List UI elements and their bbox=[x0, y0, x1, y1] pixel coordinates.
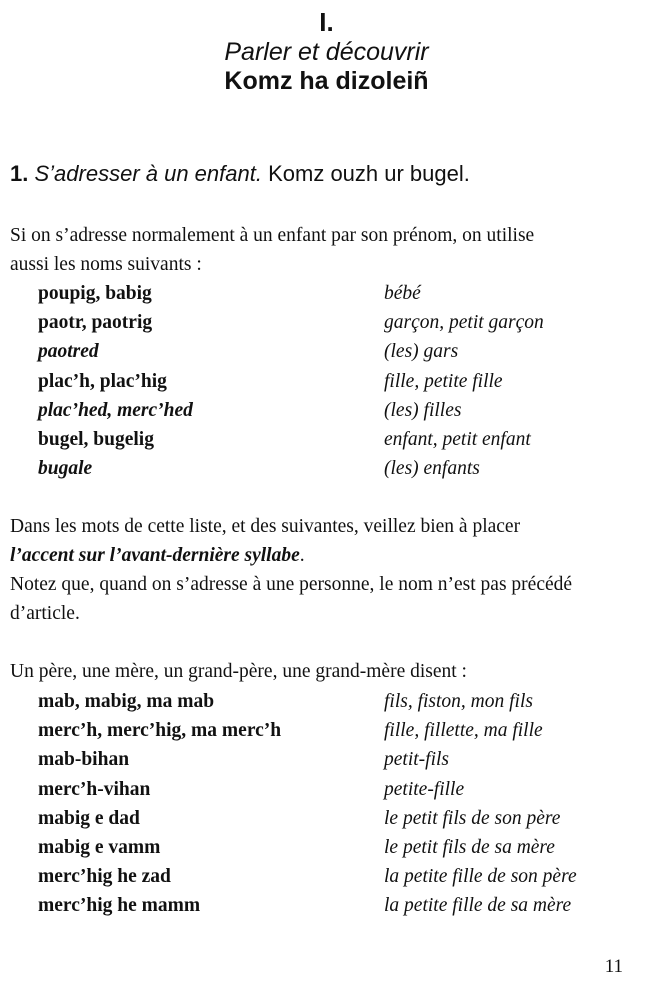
breton-term: mabig e vamm bbox=[38, 836, 161, 858]
note-line: Notez que, quand on s’adresse à une personne, le nom n’est pas précédé bbox=[10, 574, 573, 595]
intro-line: Si on s’adresse normalement à un enfant par son prénom, on utilise bbox=[10, 225, 535, 246]
vocab-row bbox=[38, 745, 638, 774]
vocab-row bbox=[38, 367, 638, 396]
child-names-list bbox=[38, 279, 638, 483]
breton-term: bugale bbox=[38, 458, 93, 480]
vocab-row bbox=[38, 891, 638, 920]
breton-term: merc’h-vihan bbox=[38, 778, 151, 800]
section-number: 1. bbox=[10, 161, 29, 186]
french-translation: (les) filles bbox=[384, 399, 462, 421]
note-line: Dans les mots de cette liste, et des suivantes, veillez bien à placer bbox=[10, 516, 521, 537]
accent-emphasis: l’accent sur l’avant-dernière syllabe bbox=[10, 545, 300, 566]
breton-term: plac’hed, merc’hed bbox=[38, 399, 193, 421]
french-translation: fils, fiston, mon fils bbox=[384, 691, 533, 712]
section-title-french: S’adresser à un enfant. bbox=[34, 161, 262, 186]
vocab-row bbox=[38, 454, 638, 483]
vocab-row bbox=[38, 308, 638, 337]
breton-term: bugel, bugelig bbox=[38, 428, 154, 450]
breton-term: mabig e dad bbox=[38, 807, 140, 829]
french-translation: (les) gars bbox=[384, 341, 459, 363]
note-line bbox=[10, 541, 625, 570]
vocab-row bbox=[38, 862, 638, 891]
page-number: 11 bbox=[604, 956, 623, 977]
french-translation: la petite fille de sa mère bbox=[384, 895, 572, 917]
french-translation: bébé bbox=[384, 283, 421, 304]
vocab-row bbox=[38, 337, 638, 366]
breton-term: paotr, paotrig bbox=[38, 312, 153, 334]
french-translation: petite-fille bbox=[384, 778, 465, 800]
french-translation: garçon, petit garçon bbox=[384, 312, 544, 334]
breton-term: merc’hig he mamm bbox=[38, 895, 201, 917]
chapter-heading bbox=[0, 6, 653, 96]
breton-term: merc’hig he zad bbox=[38, 866, 171, 888]
intro-paragraph bbox=[10, 221, 625, 279]
breton-term: paotred bbox=[38, 341, 99, 363]
vocab-row bbox=[38, 833, 638, 862]
french-translation: le petit fils de sa mère bbox=[384, 836, 555, 858]
vocab-row bbox=[38, 716, 638, 745]
family-intro: Un père, une mère, un grand-père, une grand-mère disent : bbox=[10, 661, 467, 682]
chapter-title-french: Parler et découvrir bbox=[224, 38, 429, 66]
french-translation: enfant, petit enfant bbox=[384, 428, 531, 450]
note-period: . bbox=[299, 545, 305, 566]
french-translation: le petit fils de son père bbox=[384, 807, 561, 829]
french-translation: petit-fils bbox=[384, 749, 449, 771]
breton-term: plac’h, plac’hig bbox=[38, 370, 167, 392]
section-title-breton: Komz ouzh ur bugel. bbox=[268, 161, 470, 186]
breton-term: mab, mabig, ma mab bbox=[38, 691, 215, 712]
vocab-row bbox=[38, 804, 638, 833]
breton-term: poupig, babig bbox=[38, 283, 152, 304]
french-translation: fille, fillette, ma fille bbox=[384, 720, 543, 742]
accent-note-paragraph bbox=[10, 512, 625, 628]
vocab-row bbox=[38, 396, 638, 425]
vocab-row bbox=[38, 425, 638, 454]
french-translation: (les) enfants bbox=[384, 458, 480, 480]
vocab-row bbox=[38, 687, 638, 716]
note-line: d’article. bbox=[10, 603, 80, 624]
intro-line: aussi les noms suivants : bbox=[10, 254, 202, 275]
breton-term: mab-bihan bbox=[38, 749, 130, 771]
french-translation: fille, petite fille bbox=[384, 370, 503, 392]
family-terms-list bbox=[38, 687, 638, 921]
vocab-row bbox=[38, 775, 638, 804]
chapter-title-breton: Komz ha dizoleiñ bbox=[224, 67, 429, 95]
vocab-row bbox=[38, 279, 638, 308]
breton-term: merc’h, merc’hig, ma merc’h bbox=[38, 720, 282, 742]
chapter-number: I. bbox=[319, 7, 334, 37]
french-translation: la petite fille de son père bbox=[384, 866, 577, 888]
section-heading bbox=[10, 158, 650, 190]
